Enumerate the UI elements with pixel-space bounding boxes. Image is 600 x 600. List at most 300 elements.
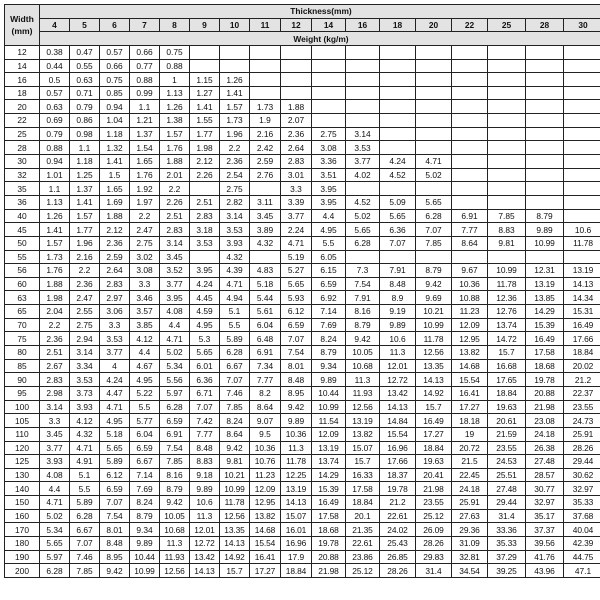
weight-cell: 6.91: [160, 427, 190, 441]
width-value: 90: [5, 373, 40, 387]
weight-cell: 15.31: [564, 305, 600, 319]
weight-cell: 11.3: [190, 509, 220, 523]
weight-cell: 24.18: [452, 482, 488, 496]
weight-cell: 14.84: [380, 414, 416, 428]
weight-cell: 6.01: [190, 359, 220, 373]
weight-cell: 8.79: [526, 209, 564, 223]
weight-cell: 0.75: [100, 73, 130, 87]
weight-cell: [488, 73, 526, 87]
weight-cell: 6.67: [220, 359, 250, 373]
weight-cell: 20.88: [526, 386, 564, 400]
weight-cell: 0.94: [100, 100, 130, 114]
weight-cell: [488, 100, 526, 114]
weight-cell: 17.65: [488, 373, 526, 387]
weight-cell: [346, 100, 380, 114]
weight-cell: 6.04: [130, 427, 160, 441]
weight-cell: 2.47: [70, 291, 100, 305]
weight-cell: 18.68: [312, 523, 346, 537]
weight-cell: 13.74: [312, 455, 346, 469]
weight-cell: 6.67: [130, 455, 160, 469]
width-value: 56: [5, 264, 40, 278]
weight-cell: 18.18: [452, 414, 488, 428]
weight-cell: 3.14: [346, 127, 380, 141]
weight-cell: 10.99: [416, 318, 452, 332]
thickness-column-header: 14: [312, 18, 346, 32]
weight-cell: 5.02: [346, 209, 380, 223]
weight-cell: 22.45: [452, 468, 488, 482]
thickness-column-header: 18: [380, 18, 416, 32]
weight-cell: 1.27: [190, 86, 220, 100]
weight-cell: 2.75: [312, 127, 346, 141]
weight-cell: 2.64: [100, 264, 130, 278]
weight-cell: 3.3: [281, 182, 312, 196]
weight-cell: 32.97: [564, 482, 600, 496]
weight-cell: 1.88: [160, 155, 190, 169]
weight-cell: 9.81: [220, 455, 250, 469]
weight-cell: 8.24: [130, 496, 160, 510]
weight-cell: 37.68: [564, 509, 600, 523]
weight-cell: 13.19: [281, 482, 312, 496]
weight-cell: 23.55: [488, 441, 526, 455]
table-row: [5, 332, 600, 346]
table-row: [5, 509, 600, 523]
table-row: [5, 496, 600, 510]
weight-cell: 1.21: [130, 114, 160, 128]
table-row: [5, 168, 600, 182]
table-row: [5, 455, 600, 469]
weight-cell: 5.77: [130, 414, 160, 428]
weight-cell: [250, 250, 281, 264]
weight-cell: 9.42: [416, 277, 452, 291]
weight-cell: [526, 155, 564, 169]
weight-cell: 3.52: [160, 264, 190, 278]
weight-cell: 1.69: [100, 195, 130, 209]
weight-cell: 13.82: [250, 509, 281, 523]
weight-cell: 2.04: [40, 305, 70, 319]
weight-cell: 18.84: [346, 496, 380, 510]
weight-cell: 35.33: [488, 536, 526, 550]
weight-cell: [220, 59, 250, 73]
table-row: [5, 114, 600, 128]
weight-cell: 8.83: [488, 223, 526, 237]
weight-cell: 25.91: [452, 496, 488, 510]
weight-cell: [380, 73, 416, 87]
weight-cell: 4.91: [70, 455, 100, 469]
weight-cell: [416, 100, 452, 114]
weight-cell: 2.59: [250, 155, 281, 169]
weight-cell: 0.98: [70, 127, 100, 141]
weight-cell: 6.59: [100, 482, 130, 496]
weight-cell: 4.71: [40, 496, 70, 510]
weight-cell: 34.54: [452, 564, 488, 578]
weight-cell: 5.5: [130, 400, 160, 414]
weight-cell: 6.92: [312, 291, 346, 305]
weight-cell: [452, 195, 488, 209]
weight-cell: 10.99: [526, 236, 564, 250]
weight-cell: 9.89: [380, 318, 416, 332]
weight-cell: [488, 86, 526, 100]
weight-cell: 10.36: [281, 427, 312, 441]
weight-cell: 14.34: [564, 291, 600, 305]
weight-cell: 5.1: [70, 468, 100, 482]
thickness-column-header: 20: [416, 18, 452, 32]
width-value: 60: [5, 277, 40, 291]
weight-cell: [380, 45, 416, 59]
weight-cell: 4.4: [312, 209, 346, 223]
table-row: [5, 305, 600, 319]
weight-cell: 2.55: [70, 305, 100, 319]
weight-cell: 7.91: [380, 264, 416, 278]
weight-cell: 4.71: [70, 441, 100, 455]
weight-cell: 15.7: [220, 564, 250, 578]
weight-cell: 25.43: [380, 536, 416, 550]
weight-cell: 10.99: [312, 400, 346, 414]
weight-cell: 7.85: [416, 236, 452, 250]
weight-cell: 26.38: [526, 441, 564, 455]
weight-cell: 10.36: [452, 277, 488, 291]
weight-cell: 16.49: [564, 318, 600, 332]
weight-cell: 9.07: [250, 414, 281, 428]
weight-cell: 13.19: [346, 414, 380, 428]
weight-cell: 32.97: [526, 496, 564, 510]
width-value: 140: [5, 482, 40, 496]
weight-cell: 8.79: [346, 318, 380, 332]
weight-cell: 1.26: [220, 73, 250, 87]
weight-cell: 8.2: [250, 386, 281, 400]
weight-cell: 1.38: [160, 114, 190, 128]
weight-cell: 4.67: [130, 359, 160, 373]
weight-cell: [416, 73, 452, 87]
weight-cell: 7.3: [346, 264, 380, 278]
weight-cell: 9.42: [346, 332, 380, 346]
table-row: [5, 141, 600, 155]
weight-cell: 2.76: [250, 168, 281, 182]
weight-cell: [488, 182, 526, 196]
width-value: 63: [5, 291, 40, 305]
weight-cell: [526, 182, 564, 196]
weight-cell: 6.15: [312, 264, 346, 278]
weight-cell: 4.95: [312, 223, 346, 237]
weight-cell: 1.88: [100, 209, 130, 223]
width-value: 40: [5, 209, 40, 223]
weight-cell: 3.77: [346, 155, 380, 169]
weight-cell: 3.95: [190, 264, 220, 278]
weight-cell: [416, 141, 452, 155]
weight-cell: 5.97: [160, 386, 190, 400]
weight-cell: 5.89: [220, 332, 250, 346]
weight-cell: 28.26: [416, 536, 452, 550]
weight-cell: 3.89: [250, 223, 281, 237]
weight-cell: 1.26: [40, 209, 70, 223]
weight-cell: 2.36: [40, 332, 70, 346]
width-value: 100: [5, 400, 40, 414]
weight-cell: 3.3: [130, 277, 160, 291]
weight-cell: [452, 114, 488, 128]
width-value: 55: [5, 250, 40, 264]
weight-cell: 15.54: [452, 373, 488, 387]
weight-cell: 13.82: [346, 427, 380, 441]
table-row: [5, 564, 600, 578]
weight-cell: [312, 86, 346, 100]
weight-cell: [346, 182, 380, 196]
weight-cell: 12.72: [190, 536, 220, 550]
weight-cell: [190, 182, 220, 196]
weight-cell: 26.85: [380, 550, 416, 564]
weight-cell: 18.84: [416, 441, 452, 455]
weight-cell: 8.95: [100, 550, 130, 564]
weight-cell: 11.78: [564, 236, 600, 250]
table-row: [5, 427, 600, 441]
weight-cell: 9.19: [380, 305, 416, 319]
weight-cell: 14.92: [416, 386, 452, 400]
weight-cell: 3.53: [70, 373, 100, 387]
weight-cell: 15.07: [281, 509, 312, 523]
weight-cell: 14.13: [190, 564, 220, 578]
weight-cell: 4.32: [220, 250, 250, 264]
weight-cell: 0.44: [40, 59, 70, 73]
weight-cell: 1.25: [70, 168, 100, 182]
weight-cell: 15.54: [380, 427, 416, 441]
weight-cell: 3.45: [40, 427, 70, 441]
weight-cell: 29.36: [452, 523, 488, 537]
table-row: [5, 414, 600, 428]
weight-cell: 17.58: [346, 482, 380, 496]
weight-cell: 42.39: [564, 536, 600, 550]
weight-cell: [281, 86, 312, 100]
table-row: [5, 223, 600, 237]
width-value: 16: [5, 73, 40, 87]
weight-cell: 11.78: [416, 332, 452, 346]
weight-cell: 8.79: [130, 509, 160, 523]
weight-cell: [526, 100, 564, 114]
weight-cell: 9.42: [160, 496, 190, 510]
weight-cell: 1.97: [130, 195, 160, 209]
weight-cell: 21.98: [526, 400, 564, 414]
width-value: 36: [5, 195, 40, 209]
weight-cell: 11.3: [281, 441, 312, 455]
weight-cell: [380, 182, 416, 196]
width-value: 125: [5, 455, 40, 469]
weight-cell: 10.68: [160, 523, 190, 537]
weight-cell: 12.76: [488, 305, 526, 319]
width-value: 45: [5, 223, 40, 237]
width-value: 65: [5, 305, 40, 319]
weight-cell: 16.41: [250, 550, 281, 564]
weight-cell: 0.79: [70, 100, 100, 114]
thickness-columns-row: [5, 18, 600, 32]
weight-cell: 8.48: [100, 536, 130, 550]
weight-cell: 1.37: [70, 182, 100, 196]
weight-cell: 3.11: [250, 195, 281, 209]
weight-cell: 1.98: [40, 291, 70, 305]
weight-cell: 22.61: [346, 536, 380, 550]
weight-cell: 2.51: [160, 209, 190, 223]
weight-cell: 10.76: [250, 455, 281, 469]
weight-cell: 0.88: [160, 59, 190, 73]
weight-cell: 9.89: [130, 536, 160, 550]
weight-cell: 1.37: [130, 127, 160, 141]
weight-cell: [526, 195, 564, 209]
weight-table-container: [4, 4, 596, 596]
weight-cell: 5.44: [250, 291, 281, 305]
weight-cell: 17.27: [250, 564, 281, 578]
weight-cell: 16.68: [488, 359, 526, 373]
weight-cell: 12.09: [250, 482, 281, 496]
weight-cell: 1.26: [160, 100, 190, 114]
weight-cell: 11.78: [281, 455, 312, 469]
weight-cell: [312, 73, 346, 87]
weight-cell: 17.58: [312, 509, 346, 523]
weight-cell: 4.47: [100, 386, 130, 400]
width-value: 180: [5, 536, 40, 550]
table-row: [5, 127, 600, 141]
weight-cell: 7.77: [452, 223, 488, 237]
weight-cell: 10.44: [130, 550, 160, 564]
weight-cell: 8.24: [312, 332, 346, 346]
header-row-weight: [5, 32, 600, 46]
weight-cell: 2.2: [40, 318, 70, 332]
weight-cell: 7.69: [312, 318, 346, 332]
weight-cell: 10.05: [346, 346, 380, 360]
weight-cell: 2.2: [160, 182, 190, 196]
weight-cell: 6.67: [70, 523, 100, 537]
weight-cell: [564, 155, 600, 169]
weight-cell: 6.36: [190, 373, 220, 387]
weight-cell: [380, 59, 416, 73]
weight-cell: 5.65: [281, 277, 312, 291]
weight-cell: 12.09: [452, 318, 488, 332]
weight-cell: 5.61: [250, 305, 281, 319]
weight-cell: 3.93: [70, 400, 100, 414]
weight-cell: 1.32: [100, 141, 130, 155]
weight-cell: 1.18: [100, 127, 130, 141]
weight-cell: 2.75: [130, 236, 160, 250]
width-value: 110: [5, 427, 40, 441]
weight-cell: 33.36: [488, 523, 526, 537]
weight-cell: 1.1: [40, 182, 70, 196]
weight-cell: [526, 127, 564, 141]
weight-cell: 4: [100, 359, 130, 373]
weight-cell: 3.08: [312, 141, 346, 155]
width-header: [5, 5, 40, 46]
weight-cell: 10.21: [220, 468, 250, 482]
weight-cell: [452, 45, 488, 59]
weight-cell: [416, 114, 452, 128]
weight-cell: 20.88: [312, 550, 346, 564]
weight-cell: 9.89: [312, 373, 346, 387]
weight-cell: [564, 195, 600, 209]
weight-cell: 1.41: [190, 100, 220, 114]
weight-cell: 13.74: [488, 318, 526, 332]
weight-cell: 8.95: [281, 386, 312, 400]
weight-cell: 7.77: [250, 373, 281, 387]
weight-cell: 3.93: [40, 455, 70, 469]
weight-cell: 2.75: [70, 318, 100, 332]
weight-cell: [488, 114, 526, 128]
weight-cell: 5.65: [416, 195, 452, 209]
weight-cell: [312, 100, 346, 114]
weight-cell: 24.73: [564, 414, 600, 428]
weight-cell: 32.81: [452, 550, 488, 564]
weight-cell: 8.16: [160, 468, 190, 482]
weight-cell: 2.83: [160, 223, 190, 237]
weight-cell: 4.95: [130, 373, 160, 387]
weight-cell: [452, 141, 488, 155]
weight-cell: 3.85: [130, 318, 160, 332]
weight-cell: [452, 168, 488, 182]
weight-cell: 11.78: [488, 277, 526, 291]
weight-header: Weight (kg/m): [40, 32, 600, 46]
weight-cell: 7.85: [220, 400, 250, 414]
thickness-column-header: 25: [488, 18, 526, 32]
weight-cell: 6.28: [416, 209, 452, 223]
weight-cell: [190, 250, 220, 264]
weight-cell: 10.05: [160, 509, 190, 523]
weight-cell: 29.44: [564, 455, 600, 469]
weight-cell: 4.32: [70, 427, 100, 441]
weight-cell: 2.2: [130, 209, 160, 223]
weight-cell: 44.75: [564, 550, 600, 564]
weight-cell: [564, 100, 600, 114]
weight-cell: 47.1: [564, 564, 600, 578]
weight-cell: 7.07: [380, 236, 416, 250]
weight-cell: 20.61: [488, 414, 526, 428]
weight-cell: [346, 250, 380, 264]
thickness-column-header: 11: [250, 18, 281, 32]
weight-cell: 7.07: [220, 373, 250, 387]
weight-cell: 1.92: [130, 182, 160, 196]
width-value: 105: [5, 414, 40, 428]
weight-cell: 37.37: [526, 523, 564, 537]
weight-cell: [346, 86, 380, 100]
weight-cell: 1.18: [70, 155, 100, 169]
weight-cell: 9.89: [526, 223, 564, 237]
weight-cell: 3.14: [40, 400, 70, 414]
weight-cell: 12.56: [220, 509, 250, 523]
weight-cell: [250, 45, 281, 59]
weight-cell: 2.47: [130, 223, 160, 237]
weight-cell: 9.34: [312, 359, 346, 373]
weight-cell: 8.48: [380, 277, 416, 291]
weight-cell: 16.96: [380, 441, 416, 455]
weight-cell: 4.39: [220, 264, 250, 278]
weight-cell: [346, 114, 380, 128]
table-row: [5, 155, 600, 169]
weight-cell: 3.95: [312, 182, 346, 196]
weight-cell: 12.56: [416, 346, 452, 360]
weight-cell: 4.71: [416, 155, 452, 169]
weight-cell: 4.4: [130, 346, 160, 360]
weight-cell: 5.5: [70, 482, 100, 496]
weight-cell: 21.2: [380, 496, 416, 510]
weight-cell: 17.66: [564, 332, 600, 346]
weight-cell: 4.71: [100, 400, 130, 414]
weight-cell: 19.63: [416, 455, 452, 469]
width-value: 35: [5, 182, 40, 196]
table-body: [5, 45, 600, 577]
weight-cell: 27.48: [526, 455, 564, 469]
weight-cell: 7.14: [130, 468, 160, 482]
table-row: [5, 468, 600, 482]
weight-cell: 18.84: [488, 386, 526, 400]
weight-cell: [452, 59, 488, 73]
weight-cell: 1.73: [220, 114, 250, 128]
weight-cell: 14.13: [380, 400, 416, 414]
weight-cell: 8.01: [281, 359, 312, 373]
weight-cell: 10.99: [130, 564, 160, 578]
weight-cell: 25.12: [416, 509, 452, 523]
weight-cell: 2.42: [250, 141, 281, 155]
